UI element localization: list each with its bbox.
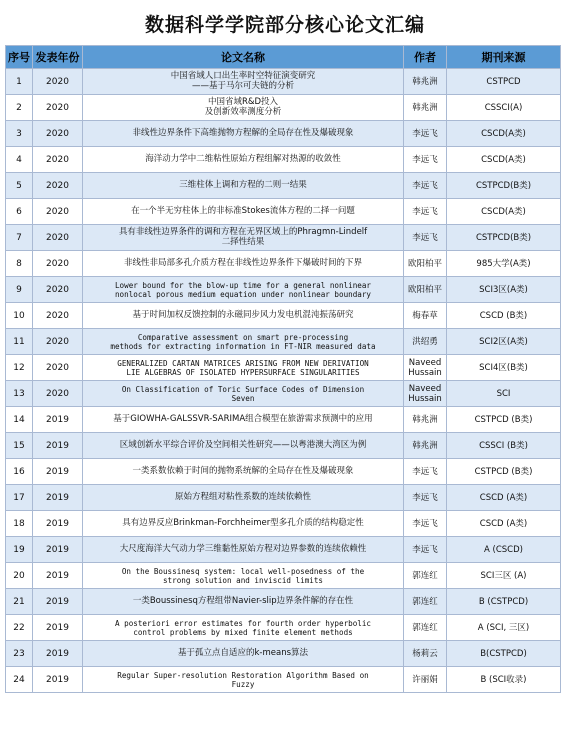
table-row	[6, 303, 561, 329]
row-number: 6	[6, 199, 33, 225]
row-journal: A (CSCD)	[447, 537, 561, 563]
row-title	[83, 225, 404, 251]
row-title-line: 原始方程组对粘性系数的连续依赖性	[174, 491, 311, 502]
row-title-line: Comparative assessment on smart pre-processing	[137, 332, 349, 342]
table-body	[6, 69, 561, 693]
row-year: 2020	[33, 147, 83, 173]
row-number: 17	[6, 485, 33, 511]
row-title-line: A posteriori error estimates for fourth order hyperbolic	[114, 618, 372, 628]
row-title-line: GENERALIZED CARTAN MATRICES ARISING FROM NEW DERIVATION	[117, 358, 369, 368]
row-title-line: 非线性边界条件下高维抛物方程解的全局存在性及爆破现象	[132, 127, 354, 138]
row-journal: B(CSTPCD)	[447, 641, 561, 667]
row-journal: SCI4区(B类)	[447, 355, 561, 381]
row-title-line: 及创新效率测度分析	[204, 106, 282, 117]
table-row	[6, 459, 561, 485]
row-number: 9	[6, 277, 33, 303]
row-journal: B (SCI收录)	[447, 667, 561, 693]
row-author: Naveed Hussain	[404, 355, 447, 381]
table-row	[6, 121, 561, 147]
row-title	[83, 173, 404, 199]
row-title-line: control problems by mixed finite element methods	[133, 627, 353, 637]
row-title	[83, 563, 404, 589]
row-title	[83, 147, 404, 173]
row-year: 2019	[33, 407, 83, 433]
row-author: 梅春草	[404, 303, 447, 329]
table-row	[6, 641, 561, 667]
row-author: 韩兆洲	[404, 407, 447, 433]
row-title	[83, 121, 404, 147]
row-year: 2019	[33, 433, 83, 459]
row-title-line: 中国省域R&D投入	[207, 97, 279, 107]
table-row	[6, 277, 561, 303]
row-year: 2020	[33, 355, 83, 381]
row-number: 22	[6, 615, 33, 641]
papers-table	[5, 45, 561, 693]
row-number: 14	[6, 407, 33, 433]
row-year: 2020	[33, 69, 83, 95]
row-title-line: 具有非线性边界条件的调和方程在无界区域上的Phragmn-Lindelf	[118, 227, 368, 237]
row-title-line: 基于时间加权反馈控制的永磁同步风力发电机混沌振荡研究	[132, 309, 354, 320]
row-number: 2	[6, 95, 33, 121]
row-title-line: 基于GIOWHA-GALSSVR-SARIMA组合模型在旅游需求预测中的应用	[113, 413, 373, 424]
row-journal: CSSCI (B类)	[447, 433, 561, 459]
row-journal: CSCD(A类)	[447, 199, 561, 225]
table-row	[6, 329, 561, 355]
row-year: 2020	[33, 381, 83, 407]
row-number: 19	[6, 537, 33, 563]
table-row	[6, 355, 561, 381]
row-number: 10	[6, 303, 33, 329]
row-number: 20	[6, 563, 33, 589]
row-title-line: strong solution and inviscid limits	[162, 575, 323, 585]
row-title-line: 海洋动力学中二维粘性原始方程组解对热源的收敛性	[145, 153, 341, 164]
row-number: 3	[6, 121, 33, 147]
row-journal: B (CSTPCD)	[447, 589, 561, 615]
row-title	[83, 199, 404, 225]
row-title	[83, 381, 404, 407]
row-author: 郭连红	[404, 563, 447, 589]
row-journal: CSTPCD (B类)	[447, 459, 561, 485]
header-title: 论文名称	[83, 46, 404, 69]
table-row	[6, 407, 561, 433]
row-number: 11	[6, 329, 33, 355]
row-year: 2020	[33, 251, 83, 277]
row-title-line: On Classification of Toric Surface Codes of Dimension	[121, 384, 365, 394]
row-title-line: On the Boussinesq system: local well-posedness of the	[121, 566, 365, 576]
row-number: 1	[6, 69, 33, 95]
row-year: 2019	[33, 459, 83, 485]
row-year: 2019	[33, 667, 83, 693]
row-author: 李远飞	[404, 121, 447, 147]
row-journal: CSCD(A类)	[447, 147, 561, 173]
row-title-line: 一类系数依赖于时间的抛物系统解的全局存在性及爆破现象	[132, 465, 354, 476]
row-journal: CSCD (A类)	[447, 485, 561, 511]
row-title-line: 一类Boussinesq方程组带Navier-slip边界条件解的存在性	[132, 595, 354, 606]
row-title	[83, 277, 404, 303]
row-number: 5	[6, 173, 33, 199]
row-year: 2020	[33, 121, 83, 147]
row-title	[83, 69, 404, 95]
row-title	[83, 407, 404, 433]
header-year: 发表年份	[33, 46, 83, 69]
row-author: 李远飞	[404, 459, 447, 485]
row-author: 杨莉云	[404, 641, 447, 667]
row-year: 2019	[33, 563, 83, 589]
page-title: 数据科学学院部分核心论文汇编	[144, 14, 425, 36]
row-year: 2019	[33, 537, 83, 563]
row-title	[83, 641, 404, 667]
row-title-line: 非线性非局部多孔介质方程在非线性边界条件下爆破时间的下界	[123, 257, 362, 268]
row-author: 欧阳柏平	[404, 251, 447, 277]
row-year: 2019	[33, 511, 83, 537]
row-journal: CSTPCD(B类)	[447, 225, 561, 251]
row-journal: 985大学(A类)	[447, 251, 561, 277]
row-title-line: 大尺度海洋大气动力学三维黏性原始方程对边界参数的连续依赖性	[119, 543, 367, 554]
row-author: 李远飞	[404, 147, 447, 173]
table-row	[6, 225, 561, 251]
row-title	[83, 537, 404, 563]
row-author: 欧阳柏平	[404, 277, 447, 303]
row-author: Naveed Hussain	[404, 381, 447, 407]
table-row	[6, 589, 561, 615]
row-year: 2020	[33, 199, 83, 225]
row-author: 李远飞	[404, 485, 447, 511]
row-journal: CSTPCD(B类)	[447, 173, 561, 199]
row-author: 韩兆洲	[404, 69, 447, 95]
row-journal: SCI3区(A类)	[447, 277, 561, 303]
row-number: 12	[6, 355, 33, 381]
header-journal: 期刊来源	[447, 46, 561, 69]
row-number: 16	[6, 459, 33, 485]
row-title-line: 区域创新水平综合评价及空间相关性研究——以粤港澳大湾区为例	[119, 439, 367, 450]
row-journal: SCI	[447, 381, 561, 407]
row-author: 洪绍勇	[404, 329, 447, 355]
row-journal: CSCD (B类)	[447, 303, 561, 329]
table-row	[6, 251, 561, 277]
row-author: 郭连红	[404, 589, 447, 615]
row-year: 2020	[33, 95, 83, 121]
table-row	[6, 667, 561, 693]
row-title	[83, 251, 404, 277]
row-title	[83, 615, 404, 641]
table-row	[6, 511, 561, 537]
row-journal: CSTPCD (B类)	[447, 407, 561, 433]
row-title-line: Lower bound for the blow-up time for a general nonlinear	[114, 280, 372, 290]
header-author: 作者	[404, 46, 447, 69]
row-author: 李远飞	[404, 511, 447, 537]
row-title	[83, 589, 404, 615]
row-author: 李远飞	[404, 537, 447, 563]
row-year: 2020	[33, 173, 83, 199]
row-author: 许丽娟	[404, 667, 447, 693]
row-author: 韩兆洲	[404, 95, 447, 121]
table-row	[6, 381, 561, 407]
row-journal: CSSCI(A)	[447, 95, 561, 121]
row-number: 21	[6, 589, 33, 615]
row-journal: A (SCI, 三区)	[447, 615, 561, 641]
row-number: 24	[6, 667, 33, 693]
table-header-row	[6, 46, 561, 69]
row-number: 7	[6, 225, 33, 251]
row-year: 2019	[33, 641, 83, 667]
row-title	[83, 667, 404, 693]
row-title	[83, 95, 404, 121]
table-row	[6, 147, 561, 173]
row-title	[83, 459, 404, 485]
row-title-line: nonlocal porous medium equation under nonlinear boundary	[114, 289, 372, 299]
row-author: 李远飞	[404, 225, 447, 251]
row-year: 2020	[33, 329, 83, 355]
table-row	[6, 69, 561, 95]
row-number: 15	[6, 433, 33, 459]
row-title	[83, 303, 404, 329]
row-year: 2019	[33, 485, 83, 511]
row-year: 2020	[33, 277, 83, 303]
row-title-line: 基于孤立点自适应的k-means算法	[177, 647, 309, 658]
row-title-line: LIE ALGEBRAS OF ISOLATED HYPERSURFACE SINGULARITIES	[126, 367, 360, 377]
row-journal: CSTPCD	[447, 69, 561, 95]
table-row	[6, 485, 561, 511]
table-row	[6, 537, 561, 563]
row-year: 2019	[33, 589, 83, 615]
table-row	[6, 433, 561, 459]
row-title	[83, 329, 404, 355]
row-number: 13	[6, 381, 33, 407]
row-title-line: 具有边界反应Brinkman-Forchheimer型多孔介质的结构稳定性	[122, 517, 364, 528]
row-author: 郭连红	[404, 615, 447, 641]
row-title	[83, 433, 404, 459]
row-number: 4	[6, 147, 33, 173]
row-year: 2019	[33, 615, 83, 641]
row-number: 8	[6, 251, 33, 277]
row-author: 韩兆洲	[404, 433, 447, 459]
row-number: 23	[6, 641, 33, 667]
row-title-line: Seven	[231, 393, 255, 403]
row-number: 18	[6, 511, 33, 537]
row-author: 李远飞	[404, 199, 447, 225]
row-title-line: 在一个半无穷柱体上的非标准Stokes流体方程的二择一问题	[131, 205, 355, 216]
table-row	[6, 173, 561, 199]
row-title	[83, 355, 404, 381]
row-title-line: Fuzzy	[231, 679, 255, 689]
row-author: 李远飞	[404, 173, 447, 199]
table-row	[6, 199, 561, 225]
row-year: 2020	[33, 303, 83, 329]
row-journal: SCI三区 (A)	[447, 563, 561, 589]
row-title	[83, 485, 404, 511]
row-title-line: methods for extracting information in FT-NIR measured data	[110, 341, 376, 351]
row-title-line: 二择性结果	[221, 236, 265, 247]
row-journal: CSCD(A类)	[447, 121, 561, 147]
header-number: 序号	[6, 46, 33, 69]
table-row	[6, 615, 561, 641]
row-journal: SCI2区(A类)	[447, 329, 561, 355]
row-title-line: 中国省域人口出生率时空特征演变研究	[170, 71, 316, 81]
row-journal: CSCD (A类)	[447, 511, 561, 537]
row-title-line: Regular Super-resolution Restoration Algorithm Based on	[117, 670, 369, 680]
row-title-line: ——基于马尔可夫链的分析	[191, 80, 294, 91]
table-row	[6, 95, 561, 121]
row-year: 2020	[33, 225, 83, 251]
row-title-line: 三维柱体上调和方程的二则一结果	[179, 179, 307, 190]
table-row	[6, 563, 561, 589]
row-title	[83, 511, 404, 537]
